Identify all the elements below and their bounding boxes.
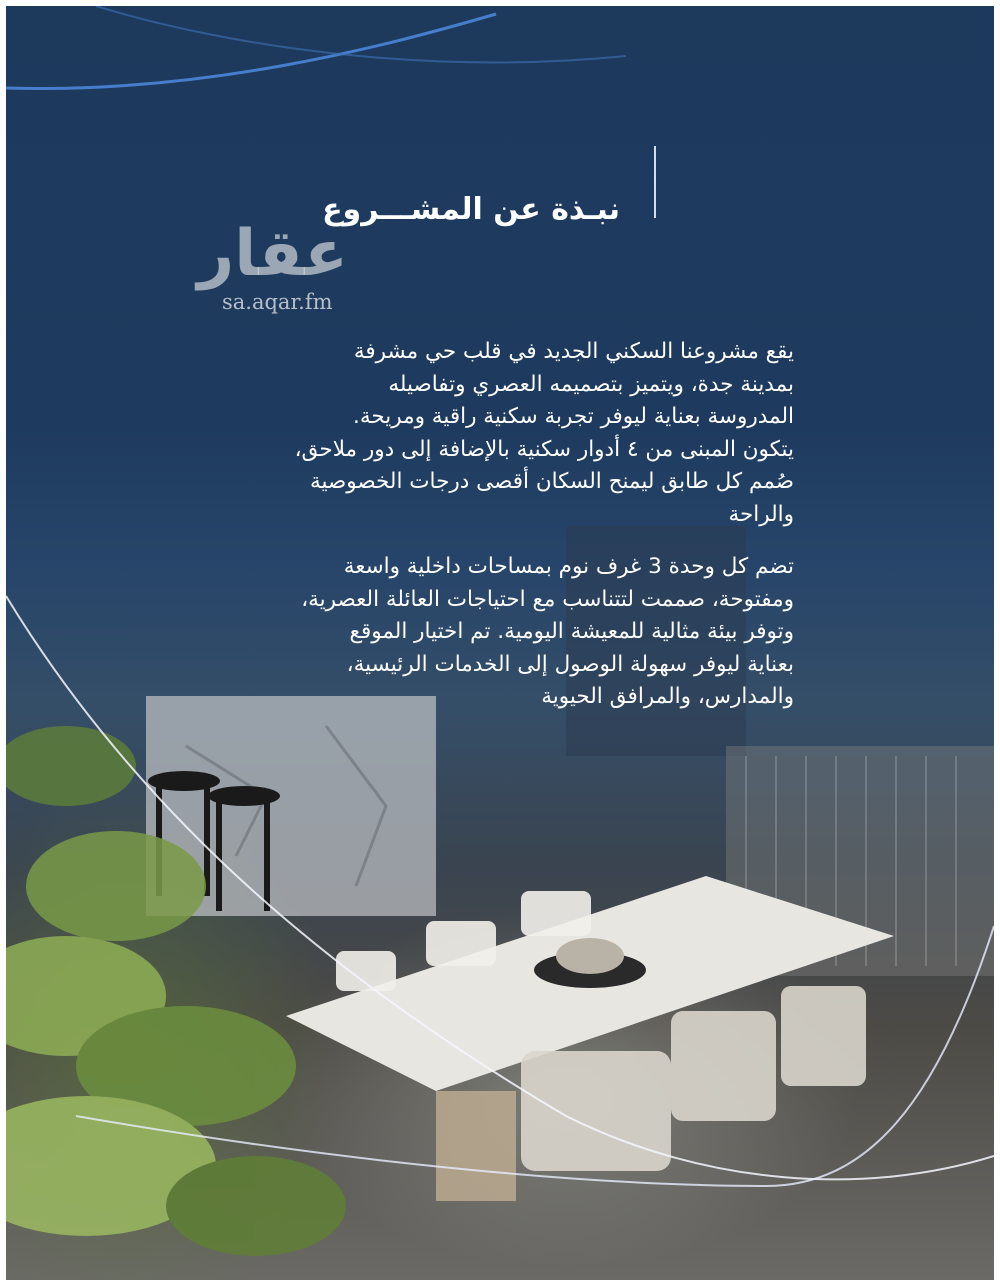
paragraph-line: بمدينة جدة، ويتميز بتصميمه العصري وتفاصيله	[388, 371, 794, 397]
paragraph-unit-details	[190, 551, 794, 714]
title-divider	[654, 146, 656, 218]
paragraph-line: والراحة	[728, 501, 794, 527]
project-brochure-page	[6, 6, 994, 1280]
paragraph-line: وتوفر بيئة مثالية للمعيشة اليومية. تم اختيار الموقع	[349, 619, 794, 644]
paragraph-line: يتكون المبنى من ٤ أدوار سكنية بالإضافة إلى دور ملاحق،	[294, 436, 794, 462]
paragraph-line: والمدارس، والمرافق الحيوية	[541, 684, 794, 709]
paragraph-line: تضم كل وحدة 3 غرف نوم بمساحات داخلية واسعة	[343, 554, 794, 579]
paragraph-line: صُمم كل طابق ليمنح السكان أقصى درجات الخصوصية	[310, 469, 794, 494]
paragraph-line: ومفتوحة، صممت لتتناسب مع احتياجات العائلة العصرية،	[301, 586, 794, 612]
aqar-watermark	[182, 218, 348, 328]
paragraph-line: المدروسة بعناية ليوفر تجربة سكنية راقية ومريحة.	[352, 404, 794, 429]
decorative-curve-top-secondary	[96, 6, 626, 62]
paragraph-line: بعناية ليوفر سهولة الوصول إلى الخدمات الرئيسية،	[346, 651, 794, 677]
section-title: نبـذة عن المشـــروع	[322, 192, 620, 228]
paragraph-project-location	[190, 336, 794, 531]
watermark-url: sa.aqar.fm	[222, 290, 333, 314]
paragraph-line: يقع مشروعنا السكني الجديد في قلب حي مشرفة	[353, 339, 794, 364]
decorative-curve-top	[6, 14, 496, 89]
watermark-logo-text: عقار	[197, 217, 348, 291]
